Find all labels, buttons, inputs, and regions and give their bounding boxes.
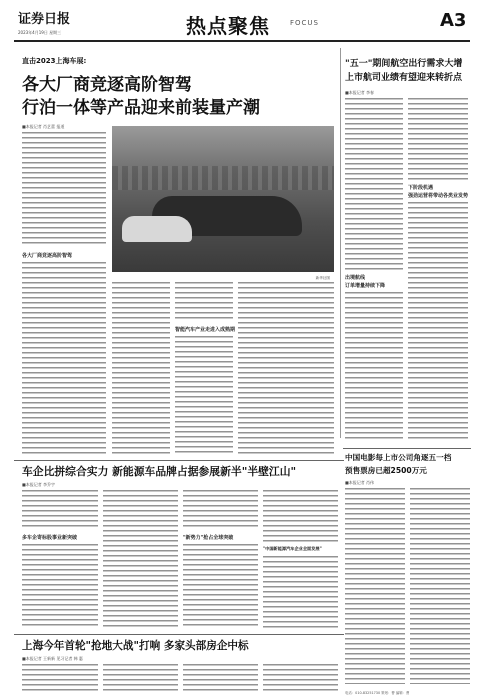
middle-headline: 车企比拼综合实力 新能源车品牌占据参展新半"半壁江山" xyxy=(22,465,297,478)
lead-body-col2 xyxy=(112,282,170,454)
lead-body-col4 xyxy=(238,282,334,454)
footer-note: 电话：010-83251730 策划：曹 编辑：曹 xyxy=(345,691,410,695)
issue-date: 2023年4月19日 星期三 xyxy=(18,30,62,35)
middle-body-col1a xyxy=(22,490,98,530)
lead-body-col3b xyxy=(175,336,233,454)
middle-subhead-3: "中国新能源汽车企业全面发展" xyxy=(263,546,322,551)
lead-headline-2: 行泊一体等产品迎来前装量产潮 xyxy=(22,98,260,118)
box-headline-1: 中国电影每上市公司角逐五一档 xyxy=(345,453,452,462)
masthead xyxy=(0,0,484,42)
box-body-col2 xyxy=(410,488,470,684)
lead-byline: ■本报记者 肖艺蕾 报道 xyxy=(22,124,65,129)
middle-body-col3b xyxy=(183,544,258,628)
box-headline-2: 预售票房已超2500万元 xyxy=(345,466,427,475)
right-body-col2a xyxy=(408,98,468,180)
bottom-body-col1 xyxy=(22,664,98,692)
lead-subhead-3: 智能汽车产业走进入成熟期 xyxy=(175,327,236,333)
middle-subhead-1: 多车企寄标股事业新突破 xyxy=(22,535,78,541)
right-headline-2: 上市航司业绩有望迎来转折点 xyxy=(345,73,463,83)
section-rule xyxy=(14,460,344,461)
section-subtitle: FOCUS xyxy=(290,19,319,27)
middle-body-col2 xyxy=(103,490,178,628)
lead-kicker: 直击2023上海车展: xyxy=(22,57,87,65)
lead-headline-1: 各大厂商竞逐高阶智驾 xyxy=(22,75,192,95)
middle-body-col3a xyxy=(183,490,258,530)
photo-car-shape xyxy=(122,216,192,242)
section-title: 热点聚焦 xyxy=(186,14,270,38)
right-subhead-1: 出境航线 xyxy=(345,275,366,281)
box-body-col1 xyxy=(345,488,405,684)
middle-subhead-2: "新势力"抢占全球突破 xyxy=(183,535,234,541)
masthead-rule xyxy=(14,40,470,42)
bottom-headline: 上海今年首轮"抢地大战"打响 多家头部房企中标 xyxy=(22,640,249,652)
bottom-rule xyxy=(14,634,344,635)
right-subhead-3: 下阶段机遇 xyxy=(408,185,434,191)
bottom-body-col2 xyxy=(103,664,178,692)
right-subhead-2: 订单增量持续下降 xyxy=(345,283,386,289)
bottom-body-col4 xyxy=(263,664,338,692)
lead-photo xyxy=(112,126,334,280)
right-body-col1a xyxy=(345,98,403,270)
lead-subhead-1: 各大厂商竞逐高阶智驾 xyxy=(22,253,73,259)
photo-crowd xyxy=(112,166,334,190)
bottom-body-col3 xyxy=(183,664,258,692)
box-rule xyxy=(343,448,471,449)
box-byline: ■本报记者 肖伟 xyxy=(345,480,375,485)
middle-body-col1b xyxy=(22,544,98,628)
right-byline: ■本报记者 李春 xyxy=(345,90,375,95)
page-number: A3 xyxy=(440,10,467,31)
middle-byline: ■本报记者 李乔宇 xyxy=(22,482,56,487)
right-subhead-4: 强劲运营将带动各类业发势 xyxy=(408,193,469,199)
column-separator xyxy=(340,48,341,438)
bottom-byline: ■本报记者 王新新 见习记者 韩 惠 xyxy=(22,656,83,661)
lead-body-col1b xyxy=(22,262,106,454)
lead-body-col1a xyxy=(22,132,106,247)
newspaper-logo: 证券日报 xyxy=(18,12,71,27)
right-headline-1: "五一"期间航空出行需求大增 xyxy=(345,59,463,69)
lead-body-col3a xyxy=(175,282,233,322)
photo-caption: 新华社图 xyxy=(315,276,330,280)
middle-body-col4a xyxy=(263,490,338,542)
right-body-col2b xyxy=(408,202,468,440)
middle-body-col4b xyxy=(263,556,338,628)
right-body-col1b xyxy=(345,292,403,440)
